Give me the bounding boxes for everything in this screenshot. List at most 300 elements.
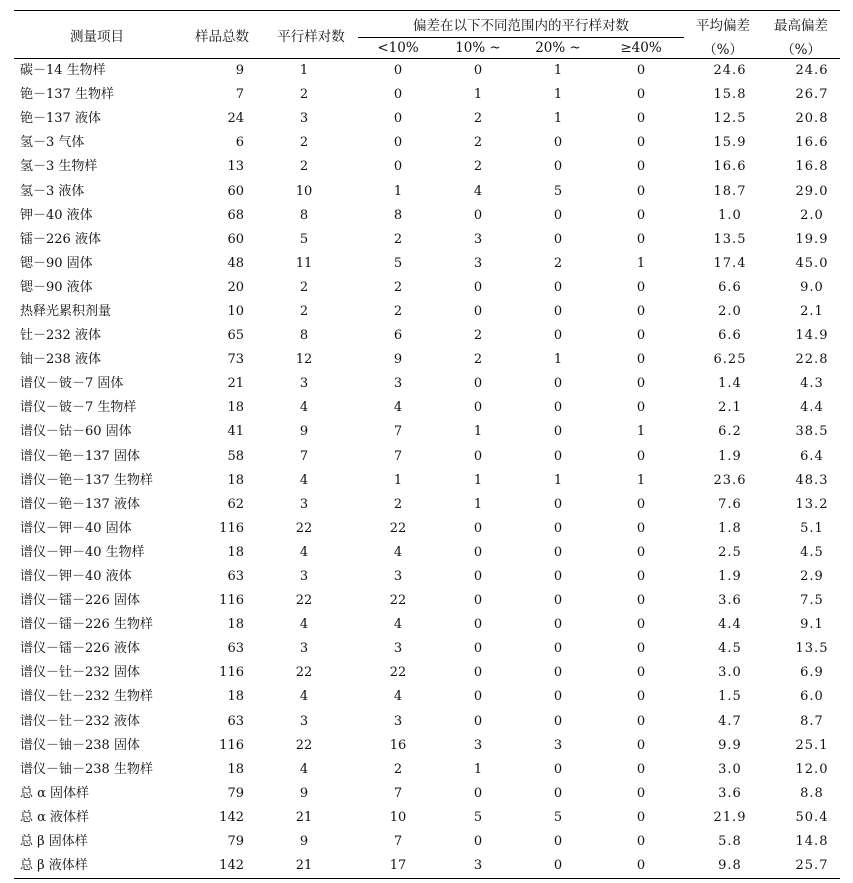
cell-range-ge40: 1 xyxy=(636,424,646,440)
cell-range-lt10: 2 xyxy=(393,303,403,319)
cell-sample-total: 63 xyxy=(227,713,244,729)
cell-range-ge40: 0 xyxy=(636,183,646,199)
cell-max-deviation: 4.3 xyxy=(800,376,824,392)
cell-pair-count: 3 xyxy=(299,376,309,392)
cell-avg-deviation: 17.4 xyxy=(713,255,747,271)
cell-item-name: 氢－3 液体 xyxy=(20,183,85,199)
table-row xyxy=(14,131,840,155)
cell-avg-deviation: 23.6 xyxy=(713,472,747,488)
cell-item-name: 谱仪－钾－40 固体 xyxy=(20,520,132,536)
cell-max-deviation: 9.0 xyxy=(800,279,824,295)
cell-range-20-40: 0 xyxy=(553,279,563,295)
cell-range-10-20: 1 xyxy=(473,87,483,103)
cell-range-lt10: 10 xyxy=(389,809,407,825)
cell-range-lt10: 22 xyxy=(389,520,407,536)
header-pairs: 平行样对数 xyxy=(264,11,358,59)
cell-range-ge40: 0 xyxy=(636,376,646,392)
cell-range-20-40: 0 xyxy=(553,424,563,440)
cell-range-20-40: 0 xyxy=(553,569,563,585)
header-max: 最高偏差 xyxy=(762,11,840,38)
cell-max-deviation: 16.8 xyxy=(795,159,829,175)
table-row xyxy=(14,782,840,806)
cell-range-lt10: 9 xyxy=(393,352,403,368)
cell-range-lt10: 1 xyxy=(393,183,403,199)
cell-max-deviation: 25.7 xyxy=(762,854,840,879)
cell-range-10-20: 2 xyxy=(473,328,483,344)
cell-range-ge40: 0 xyxy=(636,617,646,633)
cell-sample-total: 142 xyxy=(180,854,264,879)
cell-range-10-20: 2 xyxy=(473,159,483,175)
cell-range-10-20: 0 xyxy=(473,400,483,416)
cell-range-10-20: 3 xyxy=(473,231,483,247)
cell-sample-total: 18 xyxy=(227,544,244,560)
table-row xyxy=(14,155,840,179)
cell-range-lt10: 4 xyxy=(393,617,403,633)
cell-sample-total: 20 xyxy=(227,279,244,295)
cell-range-10-20: 3 xyxy=(438,854,518,879)
cell-range-10-20: 0 xyxy=(473,376,483,392)
cell-item-name: 铯－137 液体 xyxy=(20,111,101,127)
cell-max-deviation: 20.8 xyxy=(795,111,829,127)
cell-sample-total: 60 xyxy=(227,183,244,199)
data-table-container xyxy=(14,10,840,879)
cell-sample-total: 13 xyxy=(227,159,244,175)
cell-range-lt10: 2 xyxy=(393,231,403,247)
cell-max-deviation: 29.0 xyxy=(795,183,829,199)
table-row xyxy=(14,59,840,84)
cell-range-ge40: 0 xyxy=(636,111,646,127)
cell-max-deviation: 8.7 xyxy=(800,713,824,729)
cell-avg-deviation: 1.9 xyxy=(718,448,742,464)
cell-avg-deviation: 9.9 xyxy=(718,737,742,753)
table-row xyxy=(14,734,840,758)
cell-item-name: 镭－226 液体 xyxy=(20,231,101,247)
header-range-ge40: ≥40% xyxy=(598,38,684,59)
cell-range-lt10: 17 xyxy=(358,854,438,879)
table-row xyxy=(14,348,840,372)
cell-pair-count: 22 xyxy=(295,665,313,681)
cell-range-ge40: 0 xyxy=(636,279,646,295)
cell-range-10-20: 0 xyxy=(473,448,483,464)
cell-item-name: 谱仪－钍－232 固体 xyxy=(20,665,140,681)
cell-range-lt10: 3 xyxy=(393,641,403,657)
cell-range-lt10: 4 xyxy=(393,400,403,416)
cell-range-10-20: 0 xyxy=(473,279,483,295)
cell-avg-deviation: 3.0 xyxy=(718,761,742,777)
cell-range-10-20: 0 xyxy=(473,617,483,633)
table-row xyxy=(14,541,840,565)
cell-max-deviation: 45.0 xyxy=(795,255,829,271)
cell-sample-total: 6 xyxy=(235,135,244,151)
cell-pair-count: 4 xyxy=(299,544,309,560)
cell-item-name: 谱仪－铍－7 生物样 xyxy=(20,400,137,416)
cell-avg-deviation: 13.5 xyxy=(713,231,747,247)
cell-range-lt10: 0 xyxy=(393,159,403,175)
cell-item-name: 铀－238 液体 xyxy=(20,352,101,368)
cell-range-10-20: 0 xyxy=(473,665,483,681)
cell-pair-count: 21 xyxy=(295,809,313,825)
cell-pair-count: 9 xyxy=(299,785,309,801)
cell-pair-count: 2 xyxy=(299,87,309,103)
cell-max-deviation: 2.9 xyxy=(800,569,824,585)
cell-max-deviation: 19.9 xyxy=(795,231,829,247)
cell-range-ge40: 0 xyxy=(636,328,646,344)
cell-sample-total: 18 xyxy=(227,689,244,705)
cell-sample-total: 60 xyxy=(227,231,244,247)
cell-range-ge40: 0 xyxy=(636,303,646,319)
cell-item-name: 谱仪－铯－137 液体 xyxy=(20,496,140,512)
cell-range-lt10: 22 xyxy=(389,593,407,609)
cell-pair-count: 1 xyxy=(299,63,309,79)
cell-range-lt10: 7 xyxy=(393,448,403,464)
cell-range-lt10: 22 xyxy=(389,665,407,681)
cell-item-name: 谱仪－镭－226 液体 xyxy=(20,641,140,657)
cell-range-ge40: 0 xyxy=(636,569,646,585)
cell-item-name: 谱仪－铀－238 固体 xyxy=(20,737,140,753)
cell-range-ge40: 0 xyxy=(636,448,646,464)
cell-range-lt10: 4 xyxy=(393,544,403,560)
cell-range-10-20: 0 xyxy=(473,689,483,705)
cell-range-ge40: 0 xyxy=(636,689,646,705)
cell-range-20-40: 0 xyxy=(553,689,563,705)
cell-pair-count: 9 xyxy=(299,834,309,850)
cell-pair-count: 4 xyxy=(299,400,309,416)
cell-sample-total: 116 xyxy=(219,665,244,681)
cell-max-deviation: 4.4 xyxy=(800,400,824,416)
table-row xyxy=(14,565,840,589)
cell-avg-deviation: 2.0 xyxy=(718,303,742,319)
cell-range-lt10: 3 xyxy=(393,569,403,585)
cell-max-deviation: 6.0 xyxy=(800,689,824,705)
cell-avg-deviation: 6.25 xyxy=(713,352,747,368)
cell-item-name: 谱仪－铀－238 生物样 xyxy=(20,761,153,777)
cell-range-ge40: 0 xyxy=(636,713,646,729)
cell-sample-total: 79 xyxy=(227,785,244,801)
table-row xyxy=(14,276,840,300)
table-row xyxy=(14,107,840,131)
cell-max-deviation: 8.8 xyxy=(800,785,824,801)
cell-range-ge40: 0 xyxy=(636,231,646,247)
cell-avg-deviation: 12.5 xyxy=(713,111,747,127)
cell-avg-deviation: 18.7 xyxy=(713,183,747,199)
cell-item-name: 谱仪－钍－232 生物样 xyxy=(20,689,153,705)
cell-range-10-20: 4 xyxy=(473,183,483,199)
cell-range-10-20: 1 xyxy=(473,472,483,488)
cell-sample-total: 65 xyxy=(227,328,244,344)
table-header xyxy=(14,11,840,59)
cell-max-deviation: 50.4 xyxy=(795,809,829,825)
cell-range-20-40: 0 xyxy=(553,328,563,344)
cell-max-deviation: 14.8 xyxy=(795,834,829,850)
cell-max-deviation: 6.4 xyxy=(800,448,824,464)
table-row xyxy=(14,324,840,348)
cell-max-deviation: 25.1 xyxy=(795,737,829,753)
cell-range-lt10: 2 xyxy=(393,279,403,295)
cell-pair-count: 11 xyxy=(295,255,313,271)
cell-max-deviation: 5.1 xyxy=(800,520,824,536)
table-row xyxy=(14,420,840,444)
cell-item-name: 谱仪－铯－137 生物样 xyxy=(20,472,153,488)
cell-range-lt10: 3 xyxy=(393,376,403,392)
cell-range-lt10: 1 xyxy=(393,472,403,488)
cell-avg-deviation: 16.6 xyxy=(713,159,747,175)
cell-pair-count: 22 xyxy=(295,737,313,753)
cell-avg-deviation: 4.4 xyxy=(718,617,742,633)
cell-sample-total: 21 xyxy=(227,376,244,392)
cell-item-name: 钾－40 液体 xyxy=(20,207,93,223)
table-row xyxy=(14,204,840,228)
cell-range-ge40: 0 xyxy=(636,809,646,825)
cell-avg-deviation: 4.5 xyxy=(718,641,742,657)
cell-max-deviation: 24.6 xyxy=(795,63,829,79)
cell-pair-count: 4 xyxy=(299,689,309,705)
cell-range-20-40: 0 xyxy=(553,303,563,319)
cell-range-lt10: 0 xyxy=(393,87,403,103)
cell-pair-count: 3 xyxy=(299,111,309,127)
cell-range-lt10: 4 xyxy=(393,689,403,705)
cell-range-20-40: 0 xyxy=(553,231,563,247)
cell-range-10-20: 0 xyxy=(473,713,483,729)
cell-range-20-40: 5 xyxy=(553,809,563,825)
cell-item-name: 谱仪－镭－226 生物样 xyxy=(20,617,153,633)
table-row xyxy=(14,469,840,493)
table-row xyxy=(14,758,840,782)
cell-max-deviation: 14.9 xyxy=(795,328,829,344)
cell-sample-total: 18 xyxy=(227,472,244,488)
cell-pair-count: 3 xyxy=(299,496,309,512)
cell-max-deviation: 9.1 xyxy=(800,617,824,633)
cell-range-20-40: 1 xyxy=(553,111,563,127)
cell-item-name: 谱仪－钍－232 液体 xyxy=(20,713,140,729)
table-row xyxy=(14,252,840,276)
table-row xyxy=(14,685,840,709)
cell-sample-total: 18 xyxy=(227,617,244,633)
cell-max-deviation: 13.2 xyxy=(795,496,829,512)
cell-range-ge40: 0 xyxy=(636,761,646,777)
cell-max-deviation: 4.5 xyxy=(800,544,824,560)
cell-pair-count: 22 xyxy=(295,593,313,609)
cell-range-ge40: 0 xyxy=(636,785,646,801)
cell-item-name: 氢－3 气体 xyxy=(20,135,85,151)
cell-sample-total: 58 xyxy=(227,448,244,464)
cell-range-lt10: 7 xyxy=(393,785,403,801)
cell-avg-deviation: 6.6 xyxy=(718,279,742,295)
cell-range-20-40: 1 xyxy=(553,352,563,368)
cell-range-lt10: 0 xyxy=(393,111,403,127)
cell-range-10-20: 0 xyxy=(473,593,483,609)
cell-range-ge40: 0 xyxy=(636,665,646,681)
cell-pair-count: 4 xyxy=(299,761,309,777)
cell-range-20-40: 0 xyxy=(553,448,563,464)
cell-avg-deviation: 2.1 xyxy=(718,400,742,416)
cell-avg-deviation: 7.6 xyxy=(718,496,742,512)
cell-range-10-20: 0 xyxy=(473,544,483,560)
table-row xyxy=(14,300,840,324)
cell-range-ge40: 0 xyxy=(636,834,646,850)
cell-range-lt10: 3 xyxy=(393,713,403,729)
cell-range-10-20: 2 xyxy=(473,111,483,127)
header-avg: 平均偏差 xyxy=(684,11,762,38)
cell-sample-total: 18 xyxy=(227,400,244,416)
cell-pair-count: 21 xyxy=(264,854,358,879)
cell-range-20-40: 0 xyxy=(553,520,563,536)
cell-range-10-20: 1 xyxy=(473,424,483,440)
cell-range-20-40: 1 xyxy=(553,63,563,79)
cell-range-ge40: 0 xyxy=(636,641,646,657)
header-range-lt10: <10% xyxy=(358,38,438,59)
cell-range-ge40: 0 xyxy=(636,544,646,560)
cell-sample-total: 73 xyxy=(227,352,244,368)
cell-sample-total: 79 xyxy=(227,834,244,850)
cell-range-ge40: 0 xyxy=(636,352,646,368)
header-avg-unit: （%） xyxy=(684,38,762,59)
cell-range-10-20: 0 xyxy=(473,303,483,319)
header-total: 样品总数 xyxy=(180,11,264,59)
cell-avg-deviation: 1.5 xyxy=(718,689,742,705)
cell-range-ge40: 1 xyxy=(636,472,646,488)
cell-avg-deviation: 6.2 xyxy=(718,424,742,440)
cell-range-20-40: 1 xyxy=(553,472,563,488)
deviation-table xyxy=(14,10,840,879)
cell-sample-total: 63 xyxy=(227,641,244,657)
cell-range-20-40: 3 xyxy=(553,737,563,753)
table-row xyxy=(14,854,840,879)
cell-avg-deviation: 2.5 xyxy=(718,544,742,560)
cell-avg-deviation: 3.0 xyxy=(718,665,742,681)
cell-sample-total: 10 xyxy=(227,303,244,319)
cell-max-deviation: 26.7 xyxy=(795,87,829,103)
cell-pair-count: 4 xyxy=(299,472,309,488)
cell-range-ge40: 0 xyxy=(636,520,646,536)
cell-sample-total: 116 xyxy=(219,737,244,753)
cell-range-10-20: 0 xyxy=(473,785,483,801)
cell-pair-count: 8 xyxy=(299,328,309,344)
cell-range-10-20: 1 xyxy=(473,761,483,777)
cell-item-name: 谱仪－钴－60 固体 xyxy=(20,424,132,440)
cell-item-name: 总 β 固体样 xyxy=(20,834,88,850)
cell-pair-count: 3 xyxy=(299,641,309,657)
cell-range-20-40: 0 xyxy=(553,665,563,681)
cell-range-20-40: 5 xyxy=(553,183,563,199)
cell-range-20-40: 1 xyxy=(553,87,563,103)
cell-pair-count: 2 xyxy=(299,279,309,295)
cell-range-20-40: 0 xyxy=(553,544,563,560)
cell-item-name: 谱仪－铍－7 固体 xyxy=(20,376,124,392)
cell-pair-count: 12 xyxy=(295,352,313,368)
cell-pair-count: 9 xyxy=(299,424,309,440)
cell-avg-deviation: 15.8 xyxy=(713,87,747,103)
table-row xyxy=(14,710,840,734)
cell-range-ge40: 1 xyxy=(636,255,646,271)
cell-item-name: 锶－90 固体 xyxy=(20,255,93,271)
cell-range-10-20: 0 xyxy=(473,569,483,585)
cell-avg-deviation: 1.0 xyxy=(718,207,742,223)
cell-max-deviation: 13.5 xyxy=(795,641,829,657)
cell-range-20-40: 0 xyxy=(553,785,563,801)
cell-range-20-40: 0 xyxy=(553,761,563,777)
cell-range-20-40: 0 xyxy=(553,376,563,392)
cell-item-name: 谱仪－铯－137 固体 xyxy=(20,448,140,464)
cell-sample-total: 116 xyxy=(219,520,244,536)
cell-item-name: 钍－232 液体 xyxy=(20,328,101,344)
cell-avg-deviation: 3.6 xyxy=(718,785,742,801)
cell-range-lt10: 7 xyxy=(393,834,403,850)
cell-item-name: 铯－137 生物样 xyxy=(20,87,114,103)
cell-range-lt10: 7 xyxy=(393,424,403,440)
cell-sample-total: 9 xyxy=(235,63,244,79)
header-range-group: 偏差在以下不同范围内的平行样对数 xyxy=(358,11,684,38)
cell-range-ge40: 0 xyxy=(636,87,646,103)
cell-range-20-40: 0 xyxy=(518,854,598,879)
table-row xyxy=(14,517,840,541)
cell-pair-count: 2 xyxy=(299,159,309,175)
cell-pair-count: 5 xyxy=(299,231,309,247)
cell-range-20-40: 0 xyxy=(553,135,563,151)
cell-sample-total: 7 xyxy=(235,87,244,103)
cell-range-20-40: 0 xyxy=(553,617,563,633)
cell-max-deviation: 6.9 xyxy=(800,665,824,681)
cell-pair-count: 3 xyxy=(299,713,309,729)
cell-range-lt10: 2 xyxy=(393,496,403,512)
cell-avg-deviation: 5.8 xyxy=(718,834,742,850)
cell-sample-total: 48 xyxy=(227,255,244,271)
cell-range-ge40: 0 xyxy=(636,207,646,223)
cell-item-name: 总 β 液体样 xyxy=(14,854,180,879)
cell-sample-total: 41 xyxy=(227,424,244,440)
header-max-unit: （%） xyxy=(762,38,840,59)
cell-item-name: 锶－90 液体 xyxy=(20,279,93,295)
cell-item-name: 总 α 液体样 xyxy=(20,809,90,825)
cell-range-10-20: 3 xyxy=(473,737,483,753)
cell-range-10-20: 0 xyxy=(473,520,483,536)
cell-max-deviation: 7.5 xyxy=(800,593,824,609)
cell-sample-total: 68 xyxy=(227,207,244,223)
cell-range-ge40: 0 xyxy=(636,593,646,609)
cell-range-lt10: 6 xyxy=(393,328,403,344)
cell-range-10-20: 0 xyxy=(473,63,483,79)
cell-range-10-20: 0 xyxy=(473,834,483,850)
cell-range-ge40: 0 xyxy=(636,63,646,79)
table-row xyxy=(14,589,840,613)
table-row xyxy=(14,445,840,469)
cell-range-lt10: 5 xyxy=(393,255,403,271)
cell-avg-deviation: 4.7 xyxy=(718,713,742,729)
cell-range-20-40: 0 xyxy=(553,207,563,223)
cell-range-20-40: 0 xyxy=(553,641,563,657)
cell-sample-total: 62 xyxy=(227,496,244,512)
cell-avg-deviation: 1.9 xyxy=(718,569,742,585)
table-row xyxy=(14,396,840,420)
cell-range-lt10: 0 xyxy=(393,135,403,151)
cell-max-deviation: 16.6 xyxy=(795,135,829,151)
cell-range-20-40: 0 xyxy=(553,496,563,512)
cell-avg-deviation: 21.9 xyxy=(713,809,747,825)
cell-range-ge40: 0 xyxy=(636,135,646,151)
header-range-20: 20% ~ xyxy=(518,38,598,59)
cell-pair-count: 8 xyxy=(299,207,309,223)
cell-range-10-20: 0 xyxy=(473,641,483,657)
table-body xyxy=(14,59,840,879)
cell-sample-total: 142 xyxy=(219,809,244,825)
cell-pair-count: 4 xyxy=(299,617,309,633)
cell-range-10-20: 3 xyxy=(473,255,483,271)
table-row xyxy=(14,830,840,854)
cell-avg-deviation: 6.6 xyxy=(718,328,742,344)
cell-range-10-20: 1 xyxy=(473,496,483,512)
cell-avg-deviation: 3.6 xyxy=(718,593,742,609)
cell-avg-deviation: 15.9 xyxy=(713,135,747,151)
cell-sample-total: 18 xyxy=(227,761,244,777)
